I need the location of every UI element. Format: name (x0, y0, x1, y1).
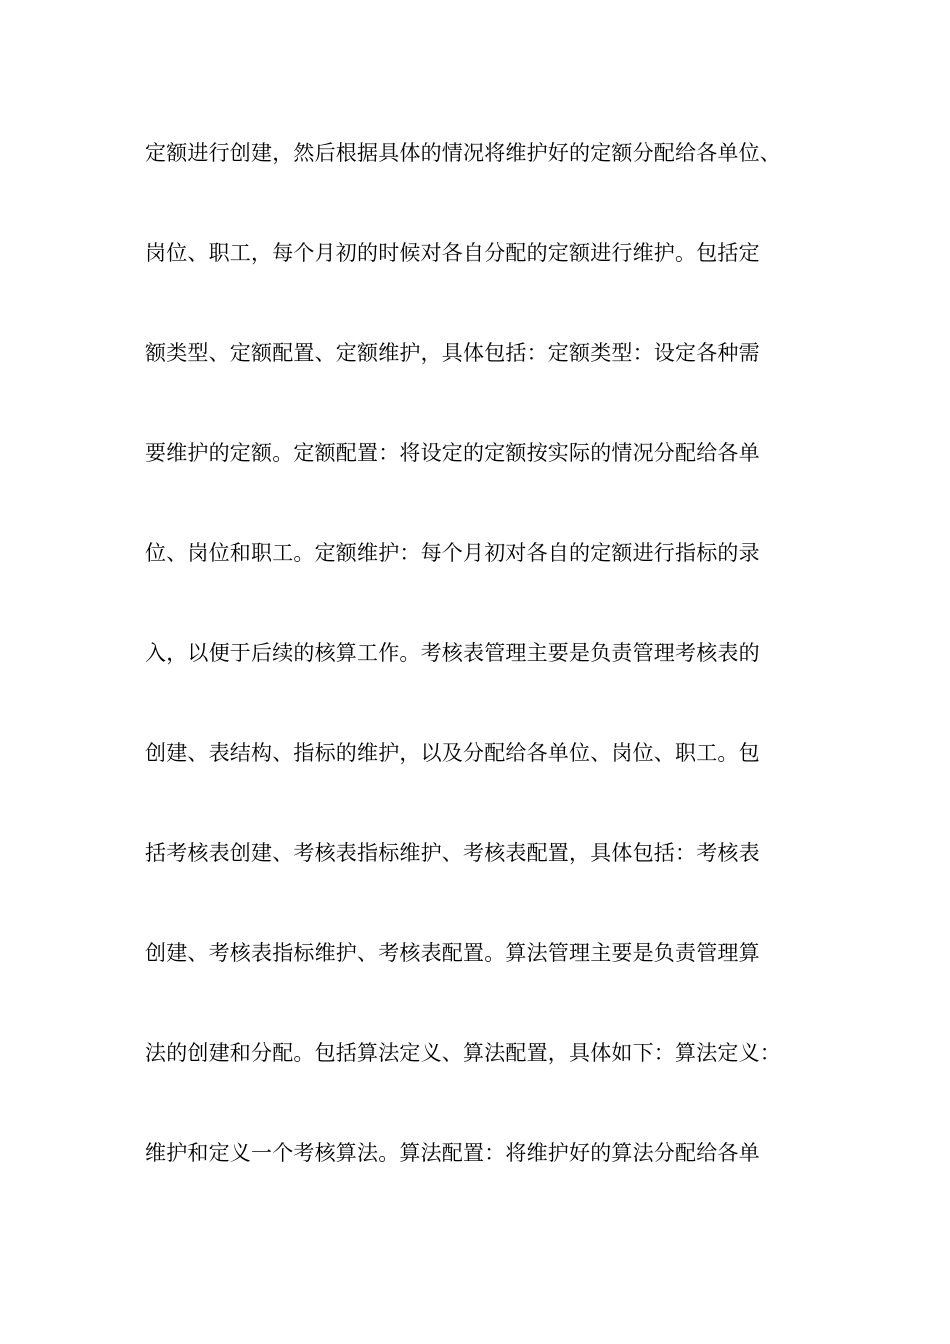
text-line: 入，以便于后续的核算工作。考核表管理主要是负责管理考核表的 (145, 641, 760, 665)
text-line: 创建、考核表指标维护、考核表配置。算法管理主要是负责管理算 (145, 941, 760, 965)
text-line: 法的创建和分配。包括算法定义、算法配置，具体如下：算法定义： (145, 1041, 781, 1065)
text-line: 要维护的定额。定额配置：将设定的定额按实际的情况分配给各单 (145, 441, 760, 465)
text-line: 维护和定义一个考核算法。算法配置：将维护好的算法分配给各单 (145, 1141, 760, 1165)
text-line: 岗位、职工，每个月初的时候对各自分配的定额进行维护。包括定 (145, 241, 760, 265)
text-line: 位、岗位和职工。定额维护：每个月初对各自的定额进行指标的录 (145, 541, 760, 565)
text-line: 创建、表结构、指标的维护，以及分配给各单位、岗位、职工。包 (145, 741, 760, 765)
text-line: 括考核表创建、考核表指标维护、考核表配置，具体包括：考核表 (145, 841, 760, 865)
text-line: 定额进行创建，然后根据具体的情况将维护好的定额分配给各单位、 (145, 141, 781, 165)
text-line: 额类型、定额配置、定额维护，具体包括：定额类型：设定各种需 (145, 341, 760, 365)
body-paragraph (145, 128, 825, 1228)
